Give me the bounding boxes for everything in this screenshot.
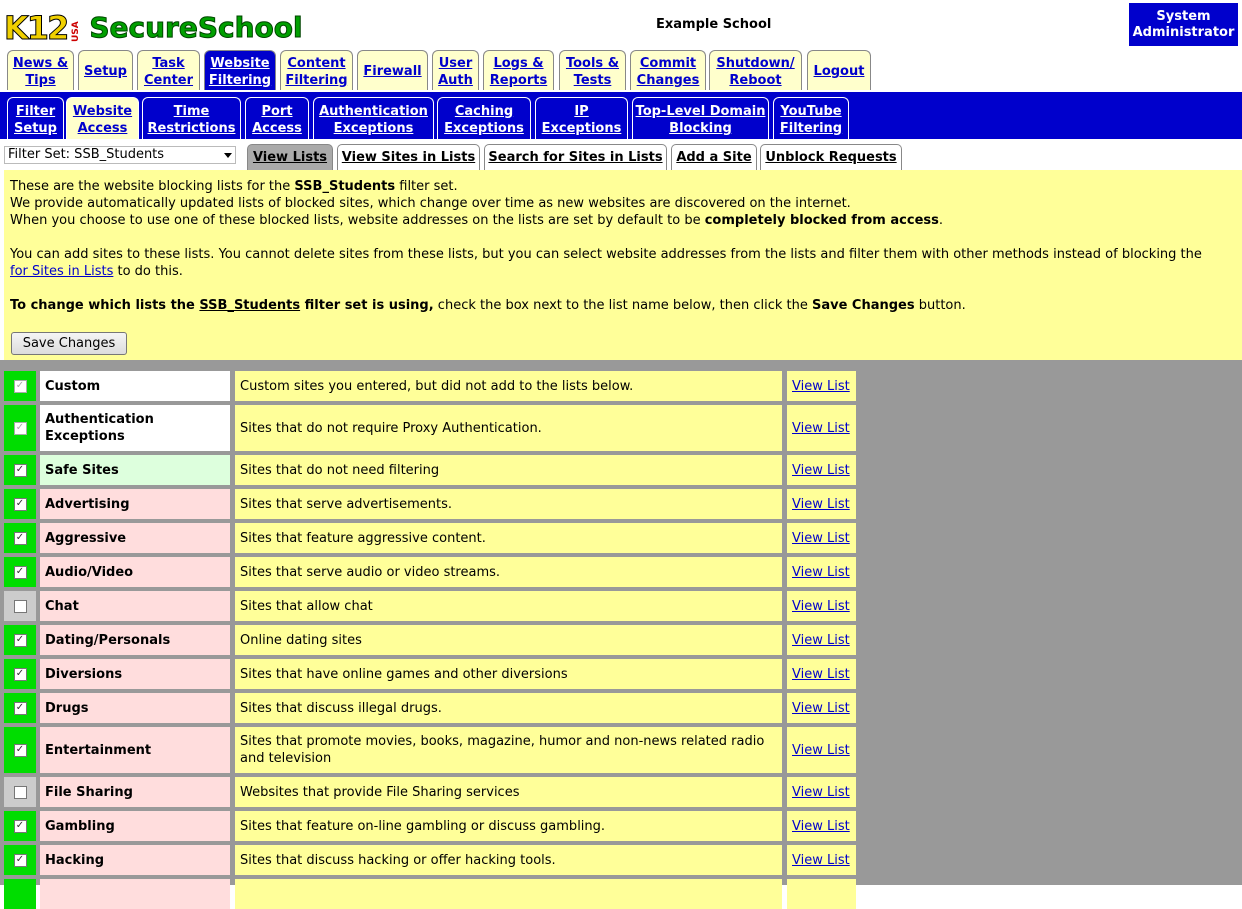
list-row [0,371,860,401]
list-description: Sites that serve advertisements. [235,489,782,519]
logo-product-name: SecureSchool [89,11,303,44]
list-checkbox-cell [4,625,36,655]
list-checkbox-cell [4,693,36,723]
list-description: Sites that discuss illegal drugs. [235,693,782,723]
list-name: Chat [40,591,230,621]
tab-commit-changes[interactable]: Commit Changes [630,50,706,90]
checkbox-checked[interactable]: ✓ [14,820,27,833]
view-list-link[interactable]: View List [787,489,856,519]
info-line-5: for Sites in Lists to do this. [10,264,183,279]
filter-set-select[interactable] [4,146,236,164]
view-list-link[interactable]: View List [787,625,856,655]
subtab-caching-exceptions[interactable]: Caching Exceptions [437,97,531,139]
info-line-3: When you choose to use one of these blocked lists, website addresses on the lists are set by default to be completely blocked from access. [10,213,943,228]
list-name: Hacking [40,845,230,875]
list-checkbox-cell [4,879,36,909]
checkbox-checked[interactable]: ✓ [14,464,27,477]
checkbox-unchecked[interactable] [14,786,27,799]
school-name: Example School [656,17,772,32]
list-description: Sites that feature aggressive content. [235,523,782,553]
checkbox-checked[interactable]: ✓ [14,668,27,681]
list-checkbox-cell [4,845,36,875]
checkbox-checked[interactable]: ✓ [14,744,27,757]
tab-firewall[interactable]: Firewall [357,50,428,90]
checkbox-checked[interactable]: ✓ [14,532,27,545]
list-name: Dating/Personals [40,625,230,655]
view-list-link[interactable]: View List [787,371,856,401]
subtab-authentication-exceptions[interactable]: Authentication Exceptions [313,97,434,139]
tab-setup[interactable]: Setup [78,50,133,90]
view-list-link[interactable]: View List [787,557,856,587]
list-row [0,811,860,841]
list-row [0,693,860,723]
view-list-link[interactable]: View List [787,591,856,621]
tab-task-center[interactable]: Task Center [137,50,200,90]
filter-set-link[interactable]: SSB_Students [199,298,301,313]
checkbox-checked[interactable]: ✓ [14,854,27,867]
search-sites-link[interactable]: for Sites in Lists [10,264,114,279]
list-name: File Sharing [40,777,230,807]
list-name: Safe Sites [40,455,230,485]
info-line-2: We provide automatically updated lists of blocked sites, which change over time as new websites are discovered on the internet. [10,196,851,211]
list-description: Sites that have online games and other diversions [235,659,782,689]
k12-secureschool-logo [4,6,303,46]
list-row [0,625,860,655]
list-toolbar [0,139,1242,170]
info-line-4: You can add sites to these lists. You cannot delete sites from these lists, but you can select website addresses from the lists and filter them with other methods instead of blocking the [10,247,1202,262]
tab-website-filtering[interactable]: Website Filtering [204,50,276,90]
viewtab-view-lists[interactable]: View Lists [247,144,333,170]
checkbox-checked[interactable]: ✓ [14,566,27,579]
list-row [0,523,860,553]
list-name [40,879,230,909]
list-name: Authentication Exceptions [40,405,230,451]
tab-shutdown-reboot[interactable]: Shutdown/ Reboot [709,50,802,90]
tab-news-tips[interactable]: News & Tips [7,50,74,90]
list-checkbox-cell [4,455,36,485]
subtab-filter-setup[interactable]: Filter Setup [7,97,64,139]
list-checkbox-cell [4,659,36,689]
list-checkbox-cell [4,591,36,621]
list-description: Online dating sites [235,625,782,655]
view-list-link[interactable]: View List [787,659,856,689]
view-list-link[interactable]: View List [787,455,856,485]
chevron-down-icon [224,153,232,158]
checkbox-checked: ✓ [14,422,27,435]
view-list-link[interactable]: View List [787,845,856,875]
list-description: Sites that feature on-line gambling or discuss gambling. [235,811,782,841]
list-row [0,557,860,587]
list-checkbox-cell [4,405,36,451]
list-description: Sites that do not need filtering [235,455,782,485]
save-changes-button[interactable]: Save Changes [11,332,127,355]
list-name: Diversions [40,659,230,689]
logo-usa: USA [71,21,82,42]
list-name: Aggressive [40,523,230,553]
list-checkbox-cell [4,523,36,553]
subtab-website-access[interactable]: Website Access [66,97,139,139]
subtab-top-level-domain-blocking[interactable]: Top-Level Domain Blocking [632,97,769,139]
list-description: Websites that provide File Sharing services [235,777,782,807]
subtab-port-access[interactable]: Port Access [245,97,309,139]
sub-nav-band [0,92,1242,139]
tab-content-filtering[interactable]: Content Filtering [280,50,353,90]
list-checkbox-cell [4,489,36,519]
view-list-link[interactable]: View List [787,523,856,553]
user-role-badge: System Administrator [1129,3,1238,46]
list-name: Custom [40,371,230,401]
blocking-lists-table [0,360,1242,885]
list-name: Audio/Video [40,557,230,587]
logo-k12: K12 [4,9,68,47]
list-name: Gambling [40,811,230,841]
checkbox-unchecked[interactable] [14,600,27,613]
list-row [0,455,860,485]
view-list-link[interactable]: View List [787,811,856,841]
info-line-6: To change which lists the SSB_Students filter set is using, check the box next to the list name below, then click the Save Changes button. [10,298,966,313]
list-checkbox-cell [4,371,36,401]
view-list-link[interactable]: View List [787,405,856,451]
viewtab-add-site[interactable]: Add a Site [671,144,757,170]
list-description: Sites that do not require Proxy Authentication. [235,405,782,451]
viewtab-search-sites[interactable]: Search for Sites in Lists [484,144,667,170]
list-row [0,845,860,875]
list-description: Sites that promote movies, books, magazine, humor and non-news related radio and television [235,727,782,773]
view-list-link[interactable]: View List [787,727,856,773]
list-checkbox-cell [4,557,36,587]
list-name: Advertising [40,489,230,519]
list-row [0,727,860,773]
list-name: Drugs [40,693,230,723]
list-row [0,659,860,689]
app-header [0,0,1242,50]
checkbox-checked: ✓ [14,380,27,393]
checkbox-checked[interactable]: ✓ [14,498,27,511]
list-description: Sites that allow chat [235,591,782,621]
list-description [235,879,782,909]
main-nav-tabs [0,50,1242,92]
view-list-link[interactable]: View List [787,777,856,807]
checkbox-checked[interactable]: ✓ [14,634,27,647]
list-checkbox-cell [4,727,36,773]
list-name: Entertainment [40,727,230,773]
subtab-time-restrictions[interactable]: Time Restrictions [142,97,241,139]
list-row-partial [0,879,860,909]
list-checkbox-cell [4,811,36,841]
subtab-ip-exceptions[interactable]: IP Exceptions [535,97,628,139]
tab-tools-tests[interactable]: Tools & Tests [559,50,626,90]
info-panel [4,170,1242,360]
checkbox-checked[interactable]: ✓ [14,702,27,715]
tab-user-auth[interactable]: User Auth [432,50,479,90]
tab-logout[interactable]: Logout [807,50,871,90]
list-description: Custom sites you entered, but did not add to the lists below. [235,371,782,401]
viewtab-unblock-requests[interactable]: Unblock Requests [760,144,902,170]
tab-logs-reports[interactable]: Logs & Reports [483,50,554,90]
info-line-1: These are the website blocking lists for the SSB_Students filter set. [10,179,458,194]
subtab-youtube-filtering[interactable]: YouTube Filtering [773,97,849,139]
list-description: Sites that discuss hacking or offer hacking tools. [235,845,782,875]
filter-set-select-value: Filter Set: SSB_Students [8,147,165,162]
list-row [0,489,860,519]
viewtab-view-sites-in-lists[interactable]: View Sites in Lists [337,144,480,170]
list-row [0,777,860,807]
list-description: Sites that serve audio or video streams. [235,557,782,587]
view-list-link[interactable] [787,879,856,909]
list-row [0,591,860,621]
view-list-link[interactable]: View List [787,693,856,723]
list-row [0,405,860,451]
list-checkbox-cell [4,777,36,807]
